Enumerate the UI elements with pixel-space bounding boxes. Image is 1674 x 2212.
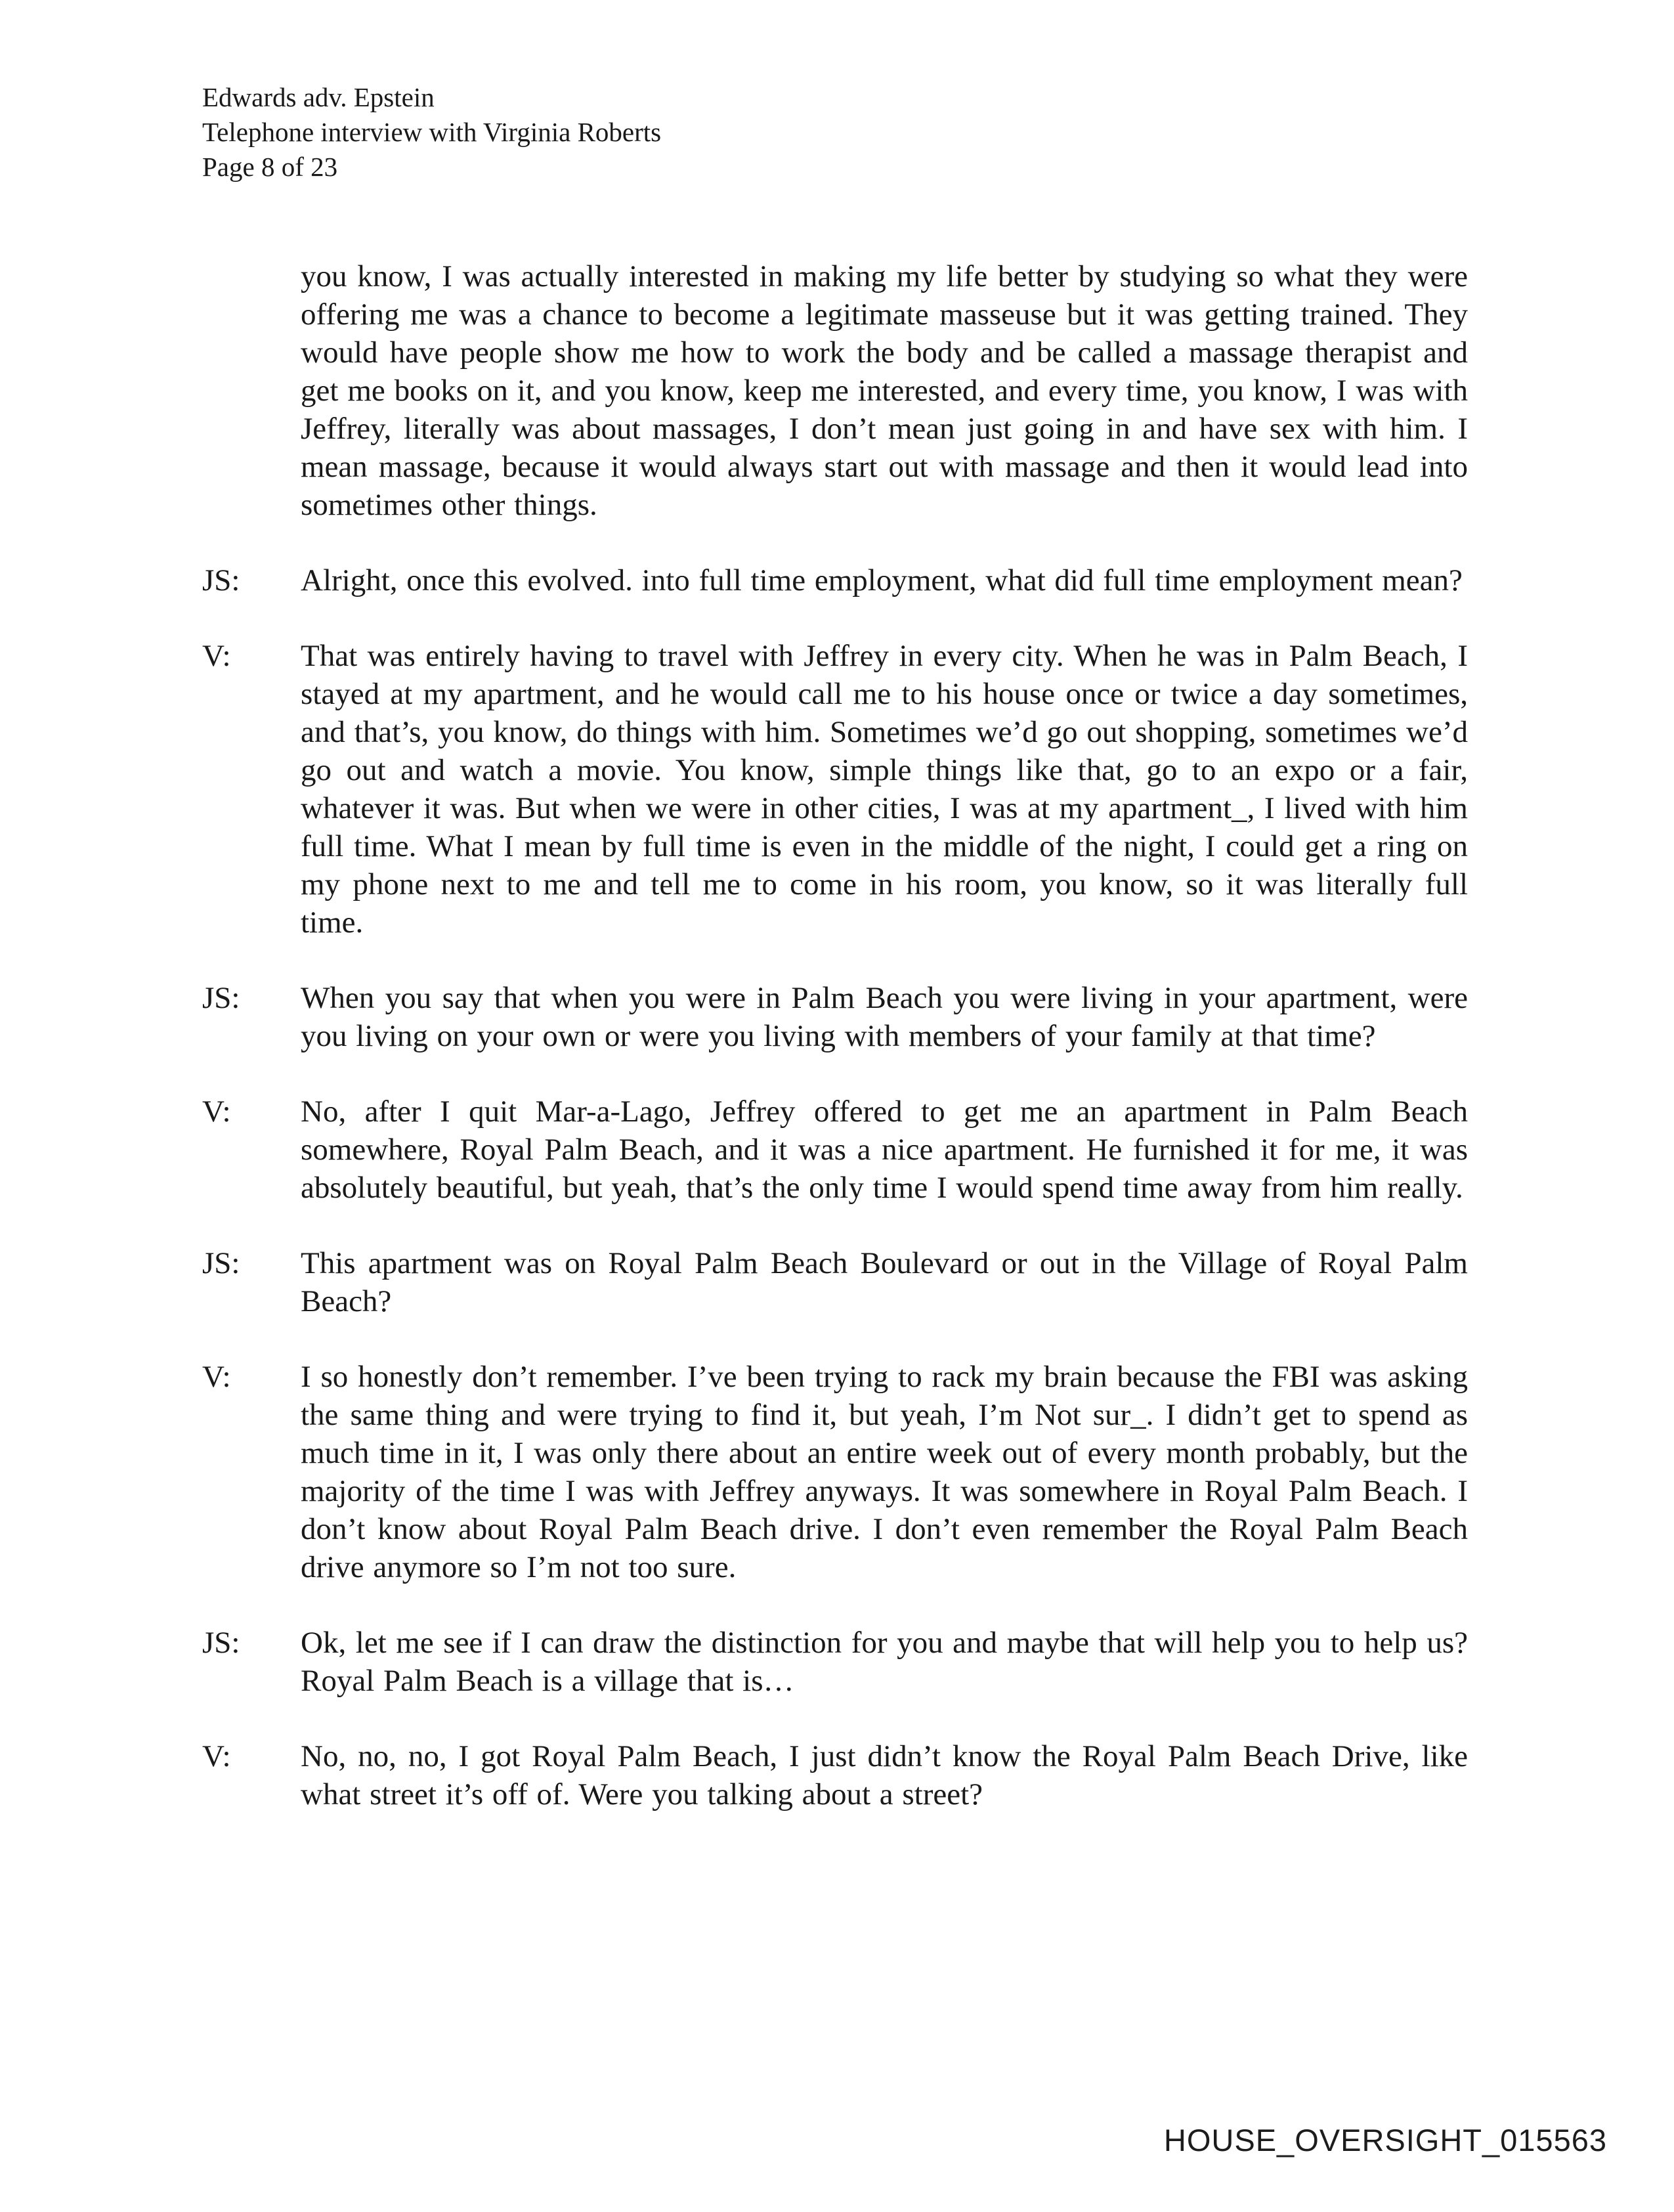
speaker-label: V:: [202, 1095, 231, 1129]
speaker-label: V:: [202, 639, 231, 673]
speaker-label: [202, 257, 301, 524]
entry-text: This apartment was on Royal Palm Beach Boulevard or out in the Village of Royal Palm Beach?: [301, 1246, 1468, 1318]
speaker-label: JS:: [202, 1626, 240, 1660]
entry-text: Alright, once this evolved. into full time employment, what did full time employment mean?: [301, 563, 1463, 597]
entry-text: I so honestly don’t remember. I’ve been trying to rack my brain because the FBI was asking the same thing and were trying to find it, but yeah, I’m Not sur_. I didn’t get to spend as much time in it, I was only there about an entire week out of every month probably, but the majority of the time I was with Jeffrey anyways. It was somewhere in Royal Palm Beach. I don’t know about Royal Palm Beach drive. I don’t even remember the Royal Palm Beach drive anymore so I’m not too sure.: [301, 1360, 1468, 1584]
entry-text: That was entirely having to travel with Jeffrey in every city. When he was in Palm Beach, I stayed at my apartment, and he would call me to his house once or twice a day sometimes, and that’s, you know, do things with him. Sometimes we’d go out shopping, sometimes we’d go out and watch a movie. You know, simple things like that, go to an expo or a fair, whatever it was. But when we were in other cities, I was at my apartment_, I lived with him full time. What I mean by full time is even in the middle of the night, I could get a ring on my phone next to me and tell me to come in his room, you know, so it was literally full time.: [301, 639, 1468, 940]
document-header: [202, 80, 661, 184]
bates-number: HOUSE_OVERSIGHT_015563: [1163, 2123, 1607, 2158]
speaker-label: JS:: [202, 563, 240, 597]
entry-text: Ok, let me see if I can draw the distinction for you and maybe that will help you to help us? Royal Palm Beach is a village that is…: [301, 1626, 1468, 1698]
header-page-number: Page 8 of 23: [202, 152, 338, 182]
entry-text: No, after I quit Mar-a-Lago, Jeffrey offered to get me an apartment in Palm Beach somewhere, Royal Palm Beach, and it was a nice apartment. He furnished it for me, it was absolutely beautiful, but yeah, that’s the only time I would spend time away from him really.: [301, 1095, 1468, 1205]
entry-text: When you say that when you were in Palm Beach you were living in your apartment, were you living on your own or were you living with members of your family at that time?: [301, 981, 1468, 1053]
transcript-entry: [202, 1624, 1468, 1700]
transcript-entry: [202, 1358, 1468, 1586]
speaker-label: V:: [202, 1360, 231, 1394]
transcript-entry: [202, 1737, 1468, 1813]
transcript-entry: [202, 637, 1468, 942]
speaker-label: JS:: [202, 1246, 240, 1280]
entry-text: No, no, no, I got Royal Palm Beach, I just didn’t know the Royal Palm Beach Drive, like what street it’s off of. Were you talking about a street?: [301, 1739, 1468, 1811]
transcript: [202, 257, 1468, 1851]
speaker-label: V:: [202, 1739, 231, 1773]
transcript-entry: [202, 1244, 1468, 1320]
transcript-entry: [202, 979, 1468, 1055]
transcript-entry: [202, 561, 1468, 599]
entry-text: you know, I was actually interested in making my life better by studying so what they were offering me was a chance to become a legitimate masseuse but it was getting trained. They would have people show me how to work the body and be called a massage therapist and get me books on it, and you know, keep me interested, and every time, you know, I was with Jeffrey, literally was about massages, I don’t mean just going in and have sex with him. I mean massage, because it would always start out with massage and then it would lead into sometimes other things.: [301, 259, 1468, 522]
transcript-entry: [202, 1093, 1468, 1207]
speaker-label: JS:: [202, 981, 240, 1015]
header-interview-line: Telephone interview with Virginia Roberts: [202, 117, 662, 147]
transcript-entry: [202, 257, 1468, 524]
header-case-line: Edwards adv. Epstein: [202, 82, 435, 112]
